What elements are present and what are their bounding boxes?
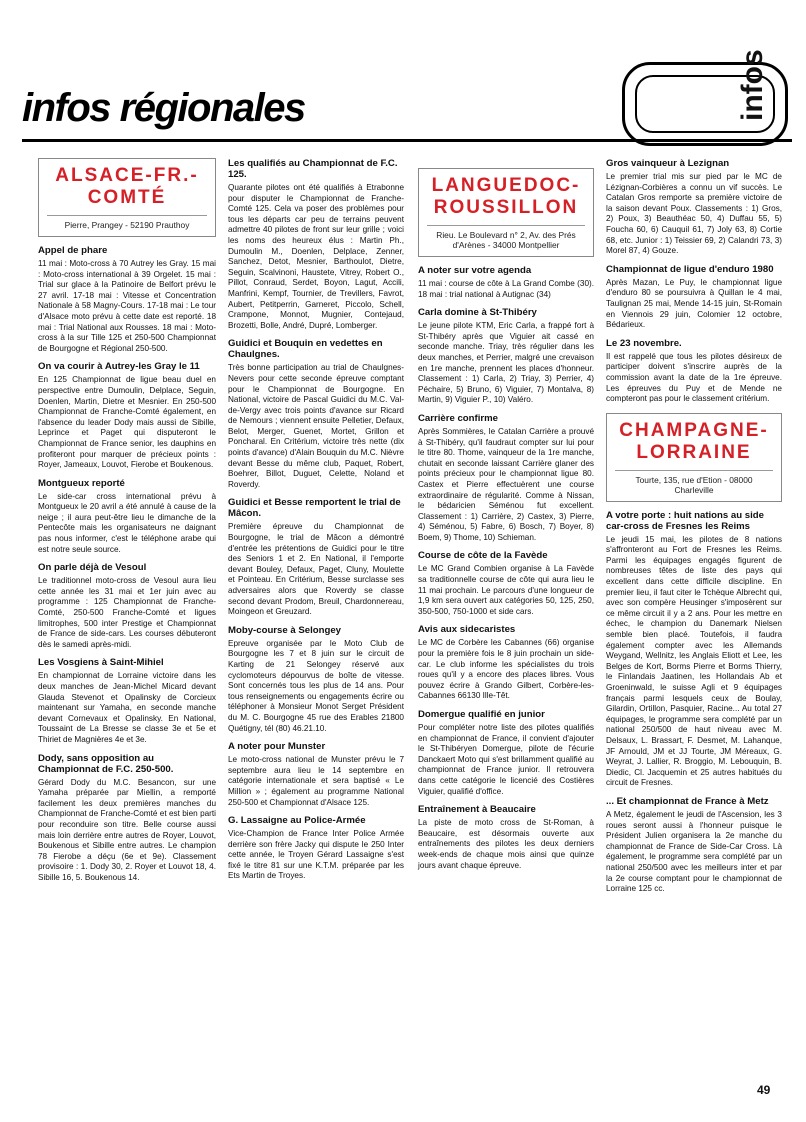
article-body: Après Sommières, le Catalan Carrière a prouvé à St-Thibéry, qu'il faudraut compter sur lui pour le titre 80. Thome, vainqueur de la 1re manche, chutait en seconde laissant Carrière glaner des points précieux pour le championnat ligue 80. Castex et Pierre effectuèrent une course extraordinaire de régularité. Comme à Nissan, le bédaricien Séménou fut excellent. Classement : 1) Carrière, 2) Castex, 3) Pierre, 4) Séménou, 5) Fabre, 6) Bosch, 7) Boyer, 8) Boem, 9) Thome, 10) Schieman. (418, 426, 594, 542)
article-body: Très bonne participation au trial de Chaulgnes-Nevers pour cette seconde épreuve comptant pour le Championnat de Bourgogne. En National, victoire de Pascal Guidici du M.C. Val-de-Vergy avec trois points d'avance sur Ricard de Nemours ; viennent ensuite Pelletier, Defaux, Belot, Merger, Guenet, Mortet, Grillon et Poncharal. En Critérium, victoire très nette (dix points d'avance) d'Alain Bouquin du M.C. Nièvre devant Besse du même club, Paquet, Robert, Boehrer, Billot, Duguet, Celette, Noland et Roverdy. (228, 363, 404, 489)
article-heading: Dody, sans opposition au Championnat de F.C. 250-500. (38, 752, 174, 775)
article-body: En championnat de Lorraine victoire dans les deux manches de Jean-Michel Micard devant Glauda Stevenot et Opalinsky de Corcieux maintenant sur Yamaha, en seconde manche devant Cornevaux et Opalinsky. En National, Toussaint de La Bresse se classe 3e et 5e et Thiriet de Magnières 4e et 3e. (38, 671, 216, 744)
article-body: Le premier trial mis sur pied par le MC de Lézignan-Corbières a connu un vif succès. Le Catalan Gros remporte sa première victoire de la saison devant Poux. Classements : 1) Gros, 2) Poux, 3) Beauthéac 50, 4) Duffau 55, 5) Foucha 60, 6) Cauquil 61, 7) Joly 63, 8) Cortie 68, etc. Junior : 1) Teissier 69, 2) Calandri 73, 3) Morel 87, 4) Gouze. (606, 172, 782, 256)
article-body: A Metz, également le jeudi de l'Ascension, les 3 roues seront aussi à l'honneur puisque le Président Julien organisera la 2e manche du championnat de France de Side-Car Cross. Là également, le programme sera complété par un national 250/500 avec les meilleurs inter et par la 2e course comptant pour le championnat de Lorraine 125 cc. (606, 809, 782, 894)
article-body: Quarante pilotes ont été qualifiés à Etrabonne pour disputer le Championnat de Franche-Comté 125. Cela va poser des problèmes pour tous les départs car peu de terrains peuvent admettre 40 pilotes de front sur leur grille ; voici les noms des heureux élus : Martin Ph., Dumoulin M., Doenlen, Delplace, Zenner, Sanchez, Detot, Mesnier, Barthoulot, Dietre, Seguin, Scalvinoni, Haustete, Vitrey, Robert O., Pillot, Conraud, Serdet, Boyon, Lagut, Accili, Manfrini, Kempf, Tournier, de Trevillers, Favrot, Aubert, Petitperrin, Garneret, Piccolo, Schell, Crampone, Monnot, Mugnier, Contejaud, Brozetti, Bolle, André, Dupré, Lomberger. (228, 183, 404, 330)
page-header (22, 49, 792, 152)
section-address: Rieu. Le Boulevard n° 2, Av. des Prés d'Arènes - 34000 Montpellier (427, 225, 585, 250)
article-heading: Carrière confirme (418, 412, 498, 424)
logo-text: infos (736, 49, 769, 121)
section-name: LANGUEDOC-ROUSSILLON (431, 175, 581, 218)
article-body: 11 mai : Moto-cross à 70 Autrey les Gray. 15 mai : Moto-cross international à 39 Orgelet. 15 mai : Trial sur glace à la Patinoire de Belfort prévu le 27 avril. 17-18 mai : Vitesse et Concentration Nationale à 58 Magny-Cours. 17-18 mai : Le tour d'Alsace moto prévu à cette date est reporté. 18 mai : Trial National aux Rousses. 18 mai : Moto-cross à la sur Tille 125 et 250-500 Championnat de Bourgogne et Régional 250-500. (38, 259, 216, 353)
title-rule (22, 139, 792, 142)
article-body: Le jeudi 15 mai, les pilotes de 8 nations s'affronteront au Fort de Fresnes les Reims. Parmi les équipages engagés figurent de nombreuses têtes de liste des pays qui excellent dans cette difficile discipline. En premier lieu, il faut citer le Tchèque Albrecht qui, avec son compère Heusinger s'imposèrent sur ce même circuit il y a 2 ans. Pour les mettre en échec, le champion du Danemark Nielsen semble bien placé. Toutefois, il faudra également compter avec les Allemands Weygand, Wellnitz, les Anglais Eliott et Lee, les Belges de Kort, Borms Pierre et Borms Thierry, le Finlandais Jaatinen, les Hollandais Ab et Groeninwald, le suisse Agli et 9 équipages français parmi lesquels ceux de Boulay, Gilardin, Ortillon, Pasquier, Racine... Au total 27 équipages, le programme sera complété par un national 250/500 de haut niveau avec M. Delsaux, L. Brassart, F. Desmet, M. Lahanque, JF Arnould, JM et JJ Tourte, JM Méreaux, G. Weyrat, J. Lallier, R. Broggio, M. Lebouquin, B. Diedic, Cl. Jacquemin et 25 autres habitués du circuit de Fresnes. (606, 534, 782, 788)
article-body: Le jeune pilote KTM, Eric Carla, a frappé fort à St-Thibéry après que Viguier ait cassé en seconde manche. Triay, très régulier dans les deux manches, et Perrier, malgré une crevaison en 1re manche, prennent les places d'honneur. Classement : 1) Carla, 2) Triay, 3) Perrier, 4) Péchaire, 5) Bruno, 6) Viguier, 7) Montalva, 8) Martin, 9) Viguier P., 10) Valéro. (418, 321, 594, 405)
article-heading: ... Et championnat de France à Metz (606, 795, 769, 807)
infos-logo (622, 49, 788, 146)
article-heading: Gros vainqueur à Lezignan (606, 158, 730, 169)
section-name: CHAMPAGNE-LORRAINE (619, 419, 769, 463)
page-title: infos régionales (22, 86, 305, 130)
article-heading: Appel de phare (38, 245, 108, 256)
article-heading: Entraînement à Beaucaire (418, 804, 536, 816)
article-heading: Le 23 novembre. (606, 337, 682, 349)
article-heading: Championnat de ligue d'enduro 1980 (606, 263, 774, 275)
article-body: Le side-car cross international prévu à Montgueux le 20 avril a été annulé à cause de la neige ; il aura peut-être lieu le dimanche de la Pentecôte mais les organisateurs ne daignant pas nous informer, c'est le téléphone arabe qui est notre seule source. (38, 491, 216, 554)
article-body: Pour compléter notre liste des pilotes qualifiés en championnat de France, il convient d'ajouter le St-Thibéryen Domergue, pilote de l'écurie Danckaert Moto qui s'est brillamment qualifié au championnat de France junior. Il retrouvera dans cette catégorie le licencié des Costières Viguier, qualifié d'office. (418, 723, 594, 796)
section-header-champagne (606, 413, 782, 502)
article-body: Le moto-cross national de Munster prévu le 7 septembre aura lieu le 14 septembre en catégorie internationale et sera baptisé « Le Million » ; également au programme National 250-500 et Championnat d'Alsace 125. (228, 755, 404, 807)
article-body: Vice-Champion de France Inter Police Armée derrière son frère Jacky qui dispute le 250 Inter cette année, le Troyen Gérard Lassaigne s'est fixé le titre 81 sur une K.T.M. préparée par les Ets Martin de Troyes. (228, 829, 404, 881)
article-body: Le traditionnel moto-cross de Vesoul aura lieu cette année les 31 mai et 1er juin avec au programme : 125 Championnat de Franche-Comté, 250-500 Franche-Comté et ligues limitrophes, 500 inter Prestige et Championnat de France de side-cars. Les courses débuteront dès le samedi après-midi. (38, 576, 216, 649)
article-heading: Les qualifiés au Championnat de F.C. 125. (228, 158, 398, 180)
article-heading: Les Vosgiens à Saint-Mihiel (38, 657, 164, 669)
article-heading: A noter sur votre agenda (418, 265, 532, 276)
article-heading: Course de côte de la Favède (418, 550, 548, 562)
article-heading: Moby-course à Selongey (228, 624, 342, 636)
article-heading: Domergue qualifié en junior (418, 709, 545, 720)
column-1 (38, 158, 216, 884)
article-heading: G. Lassaigne au Police-Armée (228, 815, 366, 827)
article-body: Epreuve organisée par le Moto Club de Bourgogne les 7 et 8 juin sur le circuit de Karting de 21 Selongey réservé aux cyclomoteurs dépourvus de boîte de vitesse. Sont concernés tous les plus de 14 ans. Pour tous renseignements ou engagements écrire ou téléphoner à Monsieur Monot Serget Président du M. C. Bourgogne 45 rue des Erables 21800 Quétigny, tél (80) 46.21.10. (228, 638, 404, 733)
article-body: Après Mazan, Le Puy, le championnat ligue d'enduro 80 se poursuivra à Quillan le 4 mai, Taulignan 25 mai, Mende 14-15 juin, St-Romain en Viennois 29 juin, Colomier 12 octobre, Bédarieux. (606, 277, 782, 330)
section-header-languedoc (418, 168, 594, 257)
section-address: Tourte, 135, rue d'Etion - 08000 Charleville (615, 470, 773, 495)
article-body: En 125 Championnat de ligue beau duel en perspective entre Dumoulin, Delplace, Seguin, Doenlen, Martin, Dietre et Mesnier. En 250-500 Championnat de Franche-Comté également, en l'absence du leader Dody mais aussi de Sibille, Leprince et Paget qui disputeront le Championnat de France senior, les dauphins en profiteront pour marquer de précieux points : Royer, Jameaux, Louvot, Fierobe et Boukenous. (38, 375, 216, 470)
article-body: La piste de moto cross de St-Roman, à Beaucaire, est désormais ouverte aux entraînements des pilotes les deux derniers week-ends de chaque mois ainsi que quinze jours avant chaque épreuve. (418, 818, 594, 870)
article-heading: Avis aux sidecaristes (418, 624, 516, 636)
article-body: 11 mai : course de côte à La Grand Combe (30). 18 mai : trial national à Autignac (34) (418, 279, 594, 299)
article-heading: Montgueux reporté (38, 477, 125, 489)
article-heading: On parle déjà de Vesoul (38, 562, 147, 574)
article-body: Gérard Dody du M.C. Besancon, sur une Yamaha préparée par Miellin, a remporté facilement les deux premières manches du Championnat de Franche-Comté et est bien parti pour reconduire son titre. Belle course aussi mais loin derrière entre autres de Royer, Louvot, Boukenous et Sibille entre autres. Le champion 78 Fierobe a déçu (6e et 9e). Classement provisoire : 1. Dody 30, 2. Royer et Louvot 18, 4. Sibille 16, 5. Boukenous 14. (38, 777, 216, 882)
article-heading: Carla domine à St-Thibéry (418, 307, 537, 319)
article-heading: On va courir à Autrey-les Gray le 11 (38, 361, 200, 373)
article-body: Le MC Grand Combien organise à La Favède sa traditionnelle course de côte qui aura lieu le 11 mai prochain. Le parcours d'une longueur de 1,9 km sera ouvert aux catégories 50, 125, 250, 350-500, 750-1000 et side cars. (418, 564, 594, 616)
article-body: Le MC de Corbère les Cabannes (66) organise pour la première fois le 8 juin prochain un side-car. Le club informe les spécialistes du trois roues qu'il y a encore des places libres. Vous pouvez écrire à Grando Gilbert, Corbère-les-Cabannes 66130 Ille-Têt. (418, 638, 594, 701)
column-2 (228, 158, 404, 882)
article-body: Première épreuve du Championnat de Bourgogne, le trial de Mâcon a démontré d'entrée les prétentions de Guidici pour le titre des Seniors 1 et 2. En National, il l'emporte devant Bouley, Defaux, Paget, Cluny, Moulette et Pointeau. En Critérium, Besse surclasse ses adversaires alors que Roverdy se classe second devant Prodom, Breuil, Chardonnereau, Moingeon et Greuzard. (228, 522, 404, 617)
page-number: 49 (757, 1083, 771, 1097)
article-body: Il est rappelé que tous les pilotes désireux de participer doivent s'inscrire auprès de la commission avant la date de la 1re épreuve. Les épreuves du Puy et de Mende ne compteront pas pour le classement critérium. (606, 351, 782, 404)
column-4 (606, 158, 782, 895)
section-name: ALSACE-FR.-COMTÉ (55, 165, 199, 208)
section-header-alsace (38, 158, 216, 237)
article-heading: A noter pour Munster (228, 741, 326, 753)
article-heading: A votre porte : huit nations au side car-cross de Fresnes les Reims (606, 509, 764, 532)
column-3 (418, 168, 594, 871)
article-heading: Guidici et Besse remportent le trial de Mâcon. (228, 497, 401, 520)
section-address: Pierre, Prangey - 52190 Prauthoy (47, 215, 207, 230)
article-heading: Guidici et Bouquin en vedettes en Chaulgnes. (228, 338, 383, 361)
